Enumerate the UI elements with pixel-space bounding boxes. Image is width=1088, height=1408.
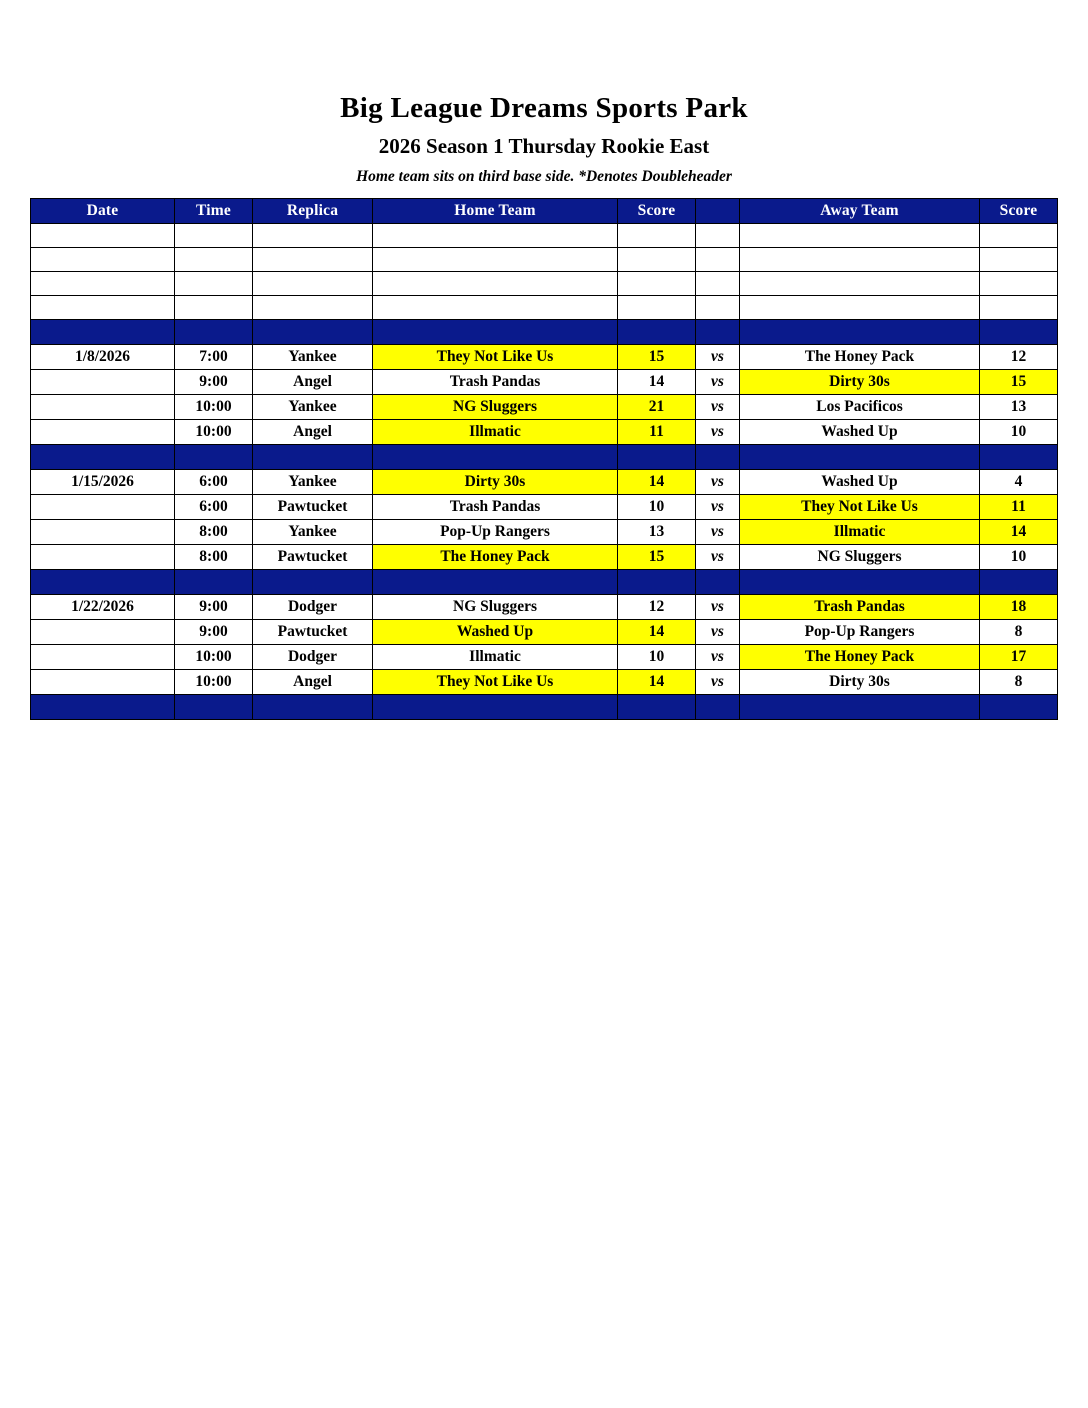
table-cell-blank (373, 296, 618, 320)
cell-home-score: 13 (618, 520, 696, 545)
table-row (31, 345, 1058, 370)
table-cell-blank (740, 272, 980, 296)
column-header-date: Date (31, 199, 175, 224)
document-header (0, 0, 1088, 186)
cell-replica: Yankee (253, 345, 373, 370)
table-row (31, 420, 1058, 445)
cell-home-team: NG Sluggers (373, 595, 618, 620)
table-row-separator (31, 445, 1058, 470)
cell-away-score: 11 (980, 495, 1058, 520)
table-row (31, 370, 1058, 395)
cell-date (31, 420, 175, 445)
column-header-home-score: Score (618, 199, 696, 224)
cell-away-score: 18 (980, 595, 1058, 620)
cell-home-score: 15 (618, 545, 696, 570)
table-header-row (31, 199, 1058, 224)
separator-cell (373, 320, 618, 345)
cell-replica: Yankee (253, 470, 373, 495)
cell-replica: Pawtucket (253, 620, 373, 645)
separator-cell (696, 570, 740, 595)
table-row-separator (31, 570, 1058, 595)
page-subtitle: 2026 Season 1 Thursday Rookie East (378, 134, 710, 159)
table-cell-blank (980, 248, 1058, 272)
separator-cell (696, 445, 740, 470)
table-row (31, 520, 1058, 545)
cell-date (31, 670, 175, 695)
table-cell-blank (253, 272, 373, 296)
cell-replica: Yankee (253, 520, 373, 545)
separator-cell (31, 695, 175, 720)
table-cell-blank (618, 272, 696, 296)
cell-away-score: 10 (980, 545, 1058, 570)
cell-home-team: Pop-Up Rangers (373, 520, 618, 545)
separator-cell (618, 320, 696, 345)
table-row-blank (31, 272, 1058, 296)
cell-time: 6:00 (175, 495, 253, 520)
separator-cell (740, 570, 980, 595)
cell-home-team: Washed Up (373, 620, 618, 645)
separator-cell (253, 320, 373, 345)
separator-cell (253, 695, 373, 720)
separator-cell (980, 695, 1058, 720)
separator-cell (696, 320, 740, 345)
separator-cell (740, 695, 980, 720)
page-title: Big League Dreams Sports Park (340, 92, 748, 124)
separator-cell (618, 445, 696, 470)
table-row (31, 495, 1058, 520)
table-cell-blank (31, 272, 175, 296)
cell-away-score: 8 (980, 670, 1058, 695)
table-row (31, 645, 1058, 670)
separator-cell (373, 695, 618, 720)
cell-time: 10:00 (175, 670, 253, 695)
table-cell-blank (31, 296, 175, 320)
table-row-blank (31, 296, 1058, 320)
separator-cell (175, 570, 253, 595)
cell-home-score: 12 (618, 595, 696, 620)
cell-home-team: Trash Pandas (373, 370, 618, 395)
cell-date: 1/15/2026 (31, 470, 175, 495)
cell-home-team: NG Sluggers (373, 395, 618, 420)
cell-away-team: Pop-Up Rangers (740, 620, 980, 645)
cell-home-score: 15 (618, 345, 696, 370)
schedule-table (30, 198, 1058, 720)
cell-away-team: NG Sluggers (740, 545, 980, 570)
cell-away-team: Dirty 30s (740, 670, 980, 695)
cell-home-team: They Not Like Us (373, 670, 618, 695)
table-cell-blank (373, 248, 618, 272)
separator-cell (175, 695, 253, 720)
cell-away-score: 10 (980, 420, 1058, 445)
cell-date: 1/22/2026 (31, 595, 175, 620)
page-note: Home team sits on third base side. *Denotes Doubleheader (356, 168, 732, 186)
table-cell-blank (618, 296, 696, 320)
cell-away-score: 17 (980, 645, 1058, 670)
cell-time: 10:00 (175, 420, 253, 445)
cell-away-score: 15 (980, 370, 1058, 395)
cell-vs: vs (696, 370, 740, 395)
table-row (31, 620, 1058, 645)
cell-away-score: 4 (980, 470, 1058, 495)
separator-cell (740, 445, 980, 470)
cell-home-score: 14 (618, 620, 696, 645)
cell-vs: vs (696, 670, 740, 695)
separator-cell (740, 320, 980, 345)
table-cell-blank (740, 296, 980, 320)
cell-vs: vs (696, 495, 740, 520)
table-row-separator (31, 695, 1058, 720)
table-cell-blank (696, 272, 740, 296)
table-cell-blank (175, 272, 253, 296)
table-row-separator (31, 320, 1058, 345)
cell-away-score: 13 (980, 395, 1058, 420)
cell-time: 6:00 (175, 470, 253, 495)
cell-home-score: 14 (618, 370, 696, 395)
table-row-blank (31, 224, 1058, 248)
cell-date (31, 370, 175, 395)
cell-away-team: Washed Up (740, 420, 980, 445)
table-body (31, 224, 1058, 720)
cell-date (31, 545, 175, 570)
cell-home-team: They Not Like Us (373, 345, 618, 370)
column-header-away-team: Away Team (740, 199, 980, 224)
table-row (31, 395, 1058, 420)
separator-cell (618, 570, 696, 595)
cell-date (31, 520, 175, 545)
table-cell-blank (696, 224, 740, 248)
cell-replica: Angel (253, 670, 373, 695)
table-cell-blank (740, 248, 980, 272)
cell-time: 9:00 (175, 620, 253, 645)
cell-away-score: 12 (980, 345, 1058, 370)
column-header-home-team: Home Team (373, 199, 618, 224)
separator-cell (31, 320, 175, 345)
separator-cell (373, 570, 618, 595)
cell-vs: vs (696, 620, 740, 645)
cell-home-score: 10 (618, 495, 696, 520)
cell-replica: Pawtucket (253, 545, 373, 570)
cell-date (31, 645, 175, 670)
cell-replica: Angel (253, 370, 373, 395)
table-row-blank (31, 248, 1058, 272)
cell-home-score: 14 (618, 670, 696, 695)
separator-cell (980, 320, 1058, 345)
separator-cell (696, 695, 740, 720)
cell-vs: vs (696, 345, 740, 370)
table-row (31, 545, 1058, 570)
table-cell-blank (253, 296, 373, 320)
cell-vs: vs (696, 645, 740, 670)
column-header-away-score: Score (980, 199, 1058, 224)
table-cell-blank (253, 224, 373, 248)
separator-cell (175, 445, 253, 470)
column-header-vs (696, 199, 740, 224)
cell-home-team: The Honey Pack (373, 545, 618, 570)
separator-cell (980, 445, 1058, 470)
table-row (31, 595, 1058, 620)
separator-cell (373, 445, 618, 470)
column-header-replica: Replica (253, 199, 373, 224)
cell-vs: vs (696, 395, 740, 420)
cell-vs: vs (696, 470, 740, 495)
table-row (31, 670, 1058, 695)
cell-home-team: Dirty 30s (373, 470, 618, 495)
cell-home-score: 14 (618, 470, 696, 495)
table-cell-blank (618, 248, 696, 272)
table-cell-blank (740, 224, 980, 248)
table-cell-blank (373, 272, 618, 296)
table-cell-blank (980, 296, 1058, 320)
table-cell-blank (980, 272, 1058, 296)
table-cell-blank (373, 224, 618, 248)
table-cell-blank (696, 296, 740, 320)
table-row (31, 470, 1058, 495)
table-cell-blank (618, 224, 696, 248)
table-cell-blank (31, 224, 175, 248)
cell-away-team: The Honey Pack (740, 645, 980, 670)
cell-time: 9:00 (175, 370, 253, 395)
separator-cell (980, 570, 1058, 595)
cell-time: 10:00 (175, 645, 253, 670)
table-cell-blank (696, 248, 740, 272)
cell-home-score: 21 (618, 395, 696, 420)
cell-away-score: 14 (980, 520, 1058, 545)
table-cell-blank (31, 248, 175, 272)
cell-date (31, 395, 175, 420)
separator-cell (618, 695, 696, 720)
table-cell-blank (253, 248, 373, 272)
separator-cell (253, 570, 373, 595)
cell-time: 10:00 (175, 395, 253, 420)
cell-vs: vs (696, 520, 740, 545)
table-cell-blank (980, 224, 1058, 248)
cell-replica: Pawtucket (253, 495, 373, 520)
cell-home-team: Illmatic (373, 645, 618, 670)
cell-vs: vs (696, 420, 740, 445)
cell-away-team: Washed Up (740, 470, 980, 495)
table-cell-blank (175, 224, 253, 248)
cell-date (31, 495, 175, 520)
cell-date (31, 620, 175, 645)
cell-home-score: 11 (618, 420, 696, 445)
cell-time: 8:00 (175, 545, 253, 570)
cell-replica: Yankee (253, 395, 373, 420)
separator-cell (31, 570, 175, 595)
cell-away-team: Dirty 30s (740, 370, 980, 395)
separator-cell (253, 445, 373, 470)
cell-home-team: Illmatic (373, 420, 618, 445)
cell-replica: Dodger (253, 645, 373, 670)
cell-vs: vs (696, 545, 740, 570)
table-cell-blank (175, 296, 253, 320)
cell-vs: vs (696, 595, 740, 620)
cell-date: 1/8/2026 (31, 345, 175, 370)
cell-home-team: Trash Pandas (373, 495, 618, 520)
cell-time: 8:00 (175, 520, 253, 545)
cell-away-team: Trash Pandas (740, 595, 980, 620)
cell-time: 9:00 (175, 595, 253, 620)
cell-replica: Dodger (253, 595, 373, 620)
cell-away-team: Illmatic (740, 520, 980, 545)
cell-away-team: They Not Like Us (740, 495, 980, 520)
cell-replica: Angel (253, 420, 373, 445)
column-header-time: Time (175, 199, 253, 224)
cell-home-score: 10 (618, 645, 696, 670)
cell-time: 7:00 (175, 345, 253, 370)
cell-away-team: The Honey Pack (740, 345, 980, 370)
cell-away-score: 8 (980, 620, 1058, 645)
table-cell-blank (175, 248, 253, 272)
cell-away-team: Los Pacificos (740, 395, 980, 420)
separator-cell (175, 320, 253, 345)
separator-cell (31, 445, 175, 470)
